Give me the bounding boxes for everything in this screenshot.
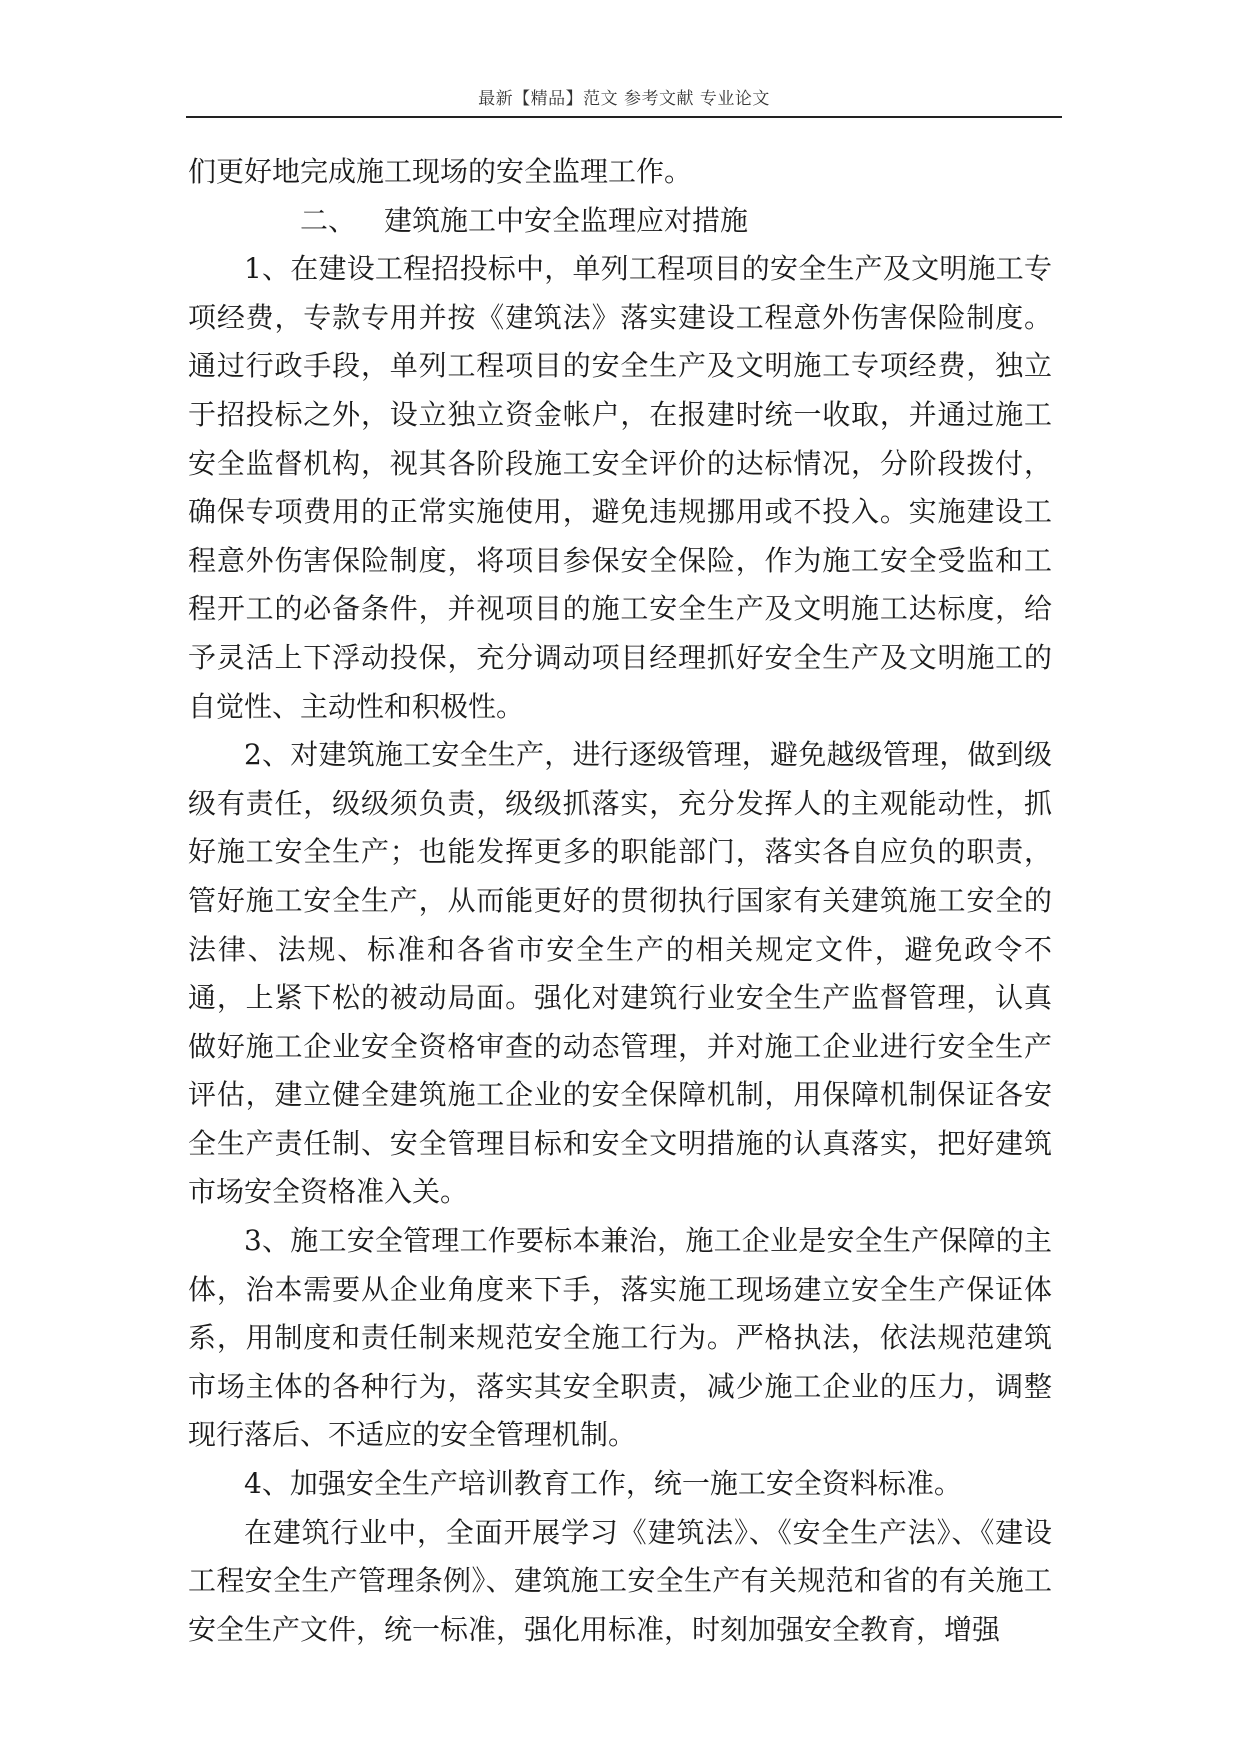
paragraph-measure-1: 1、在建设工程招投标中，单列工程项目的安全生产及文明施工专项经费，专款专用并按《建筑法》落实建设工程意外伤害保险制度。通过行政手段，单列工程项目的安全生产及文明施工专项经费，独立于招投标之外，设立独立资金帐户，在报建时统一收取，并通过施工安全监督机构，视其各阶段施工安全评价的达标情况，分阶段拨付，确保专项费用的正常实施使用，避免违规挪用或不投入。实施建设工程意外伤害保险制度，将项目参保安全保险，作为施工安全受监和工程开工的必备条件，并视项目的施工安全生产及文明施工达标度，给予灵活上下浮动投保，充分调动项目经理抓好安全生产及文明施工的自觉性、主动性和积极性。	[188, 252, 1052, 723]
section-heading	[188, 197, 1052, 246]
document-body	[188, 148, 1052, 1654]
paragraph-measure-2: 2、对建筑施工安全生产，进行逐级管理，避免越级管理，做到级级有责任，级级须负责，级级抓落实，充分发挥人的主观能动性，抓好施工安全生产；也能发挥更多的职能部门，落实各自应负的职责，管好施工安全生产，从而能更好的贯彻执行国家有关建筑施工安全的法律、法规、标准和各省市安全生产的相关规定文件，避免政令不通，上紧下松的被动局面。强化对建筑行业安全生产监督管理，认真做好施工企业安全资格审查的动态管理，并对施工企业进行安全生产评估，建立健全建筑施工企业的安全保障机制，用保障机制保证各安全生产责任制、安全管理目标和安全文明措施的认真落实，把好建筑市场安全资格准入关。	[188, 738, 1052, 1209]
paragraph-measure-4: 4、加强安全生产培训教育工作，统一施工安全资料标准。	[244, 1467, 962, 1501]
paragraph-measure-3: 3、施工安全管理工作要标本兼治，施工企业是安全生产保障的主体，治本需要从企业角度来下手，落实施工现场建立安全生产保证体系，用制度和责任制来规范安全施工行为。严格执法，依法规范建筑市场主体的各种行为，落实其安全职责，减少施工企业的压力，调整现行落后、不适应的安全管理机制。	[188, 1224, 1052, 1452]
paragraph-training: 在建筑行业中，全面开展学习《建筑法》、《安全生产法》、《建设工程安全生产管理条例》、建筑施工安全生产有关规范和省的有关施工安全生产文件，统一标准，强化用标准，时刻加强安全教育，增强	[188, 1515, 1052, 1646]
header-divider	[186, 116, 1062, 118]
page-header: 最新【精品】范文 参考文献 专业论文	[478, 89, 770, 109]
section-number: 二、	[300, 203, 357, 237]
section-title: 建筑施工中安全监理应对措施	[384, 203, 749, 237]
paragraph-continuation: 们更好地完成施工现场的安全监理工作。	[188, 155, 693, 188]
